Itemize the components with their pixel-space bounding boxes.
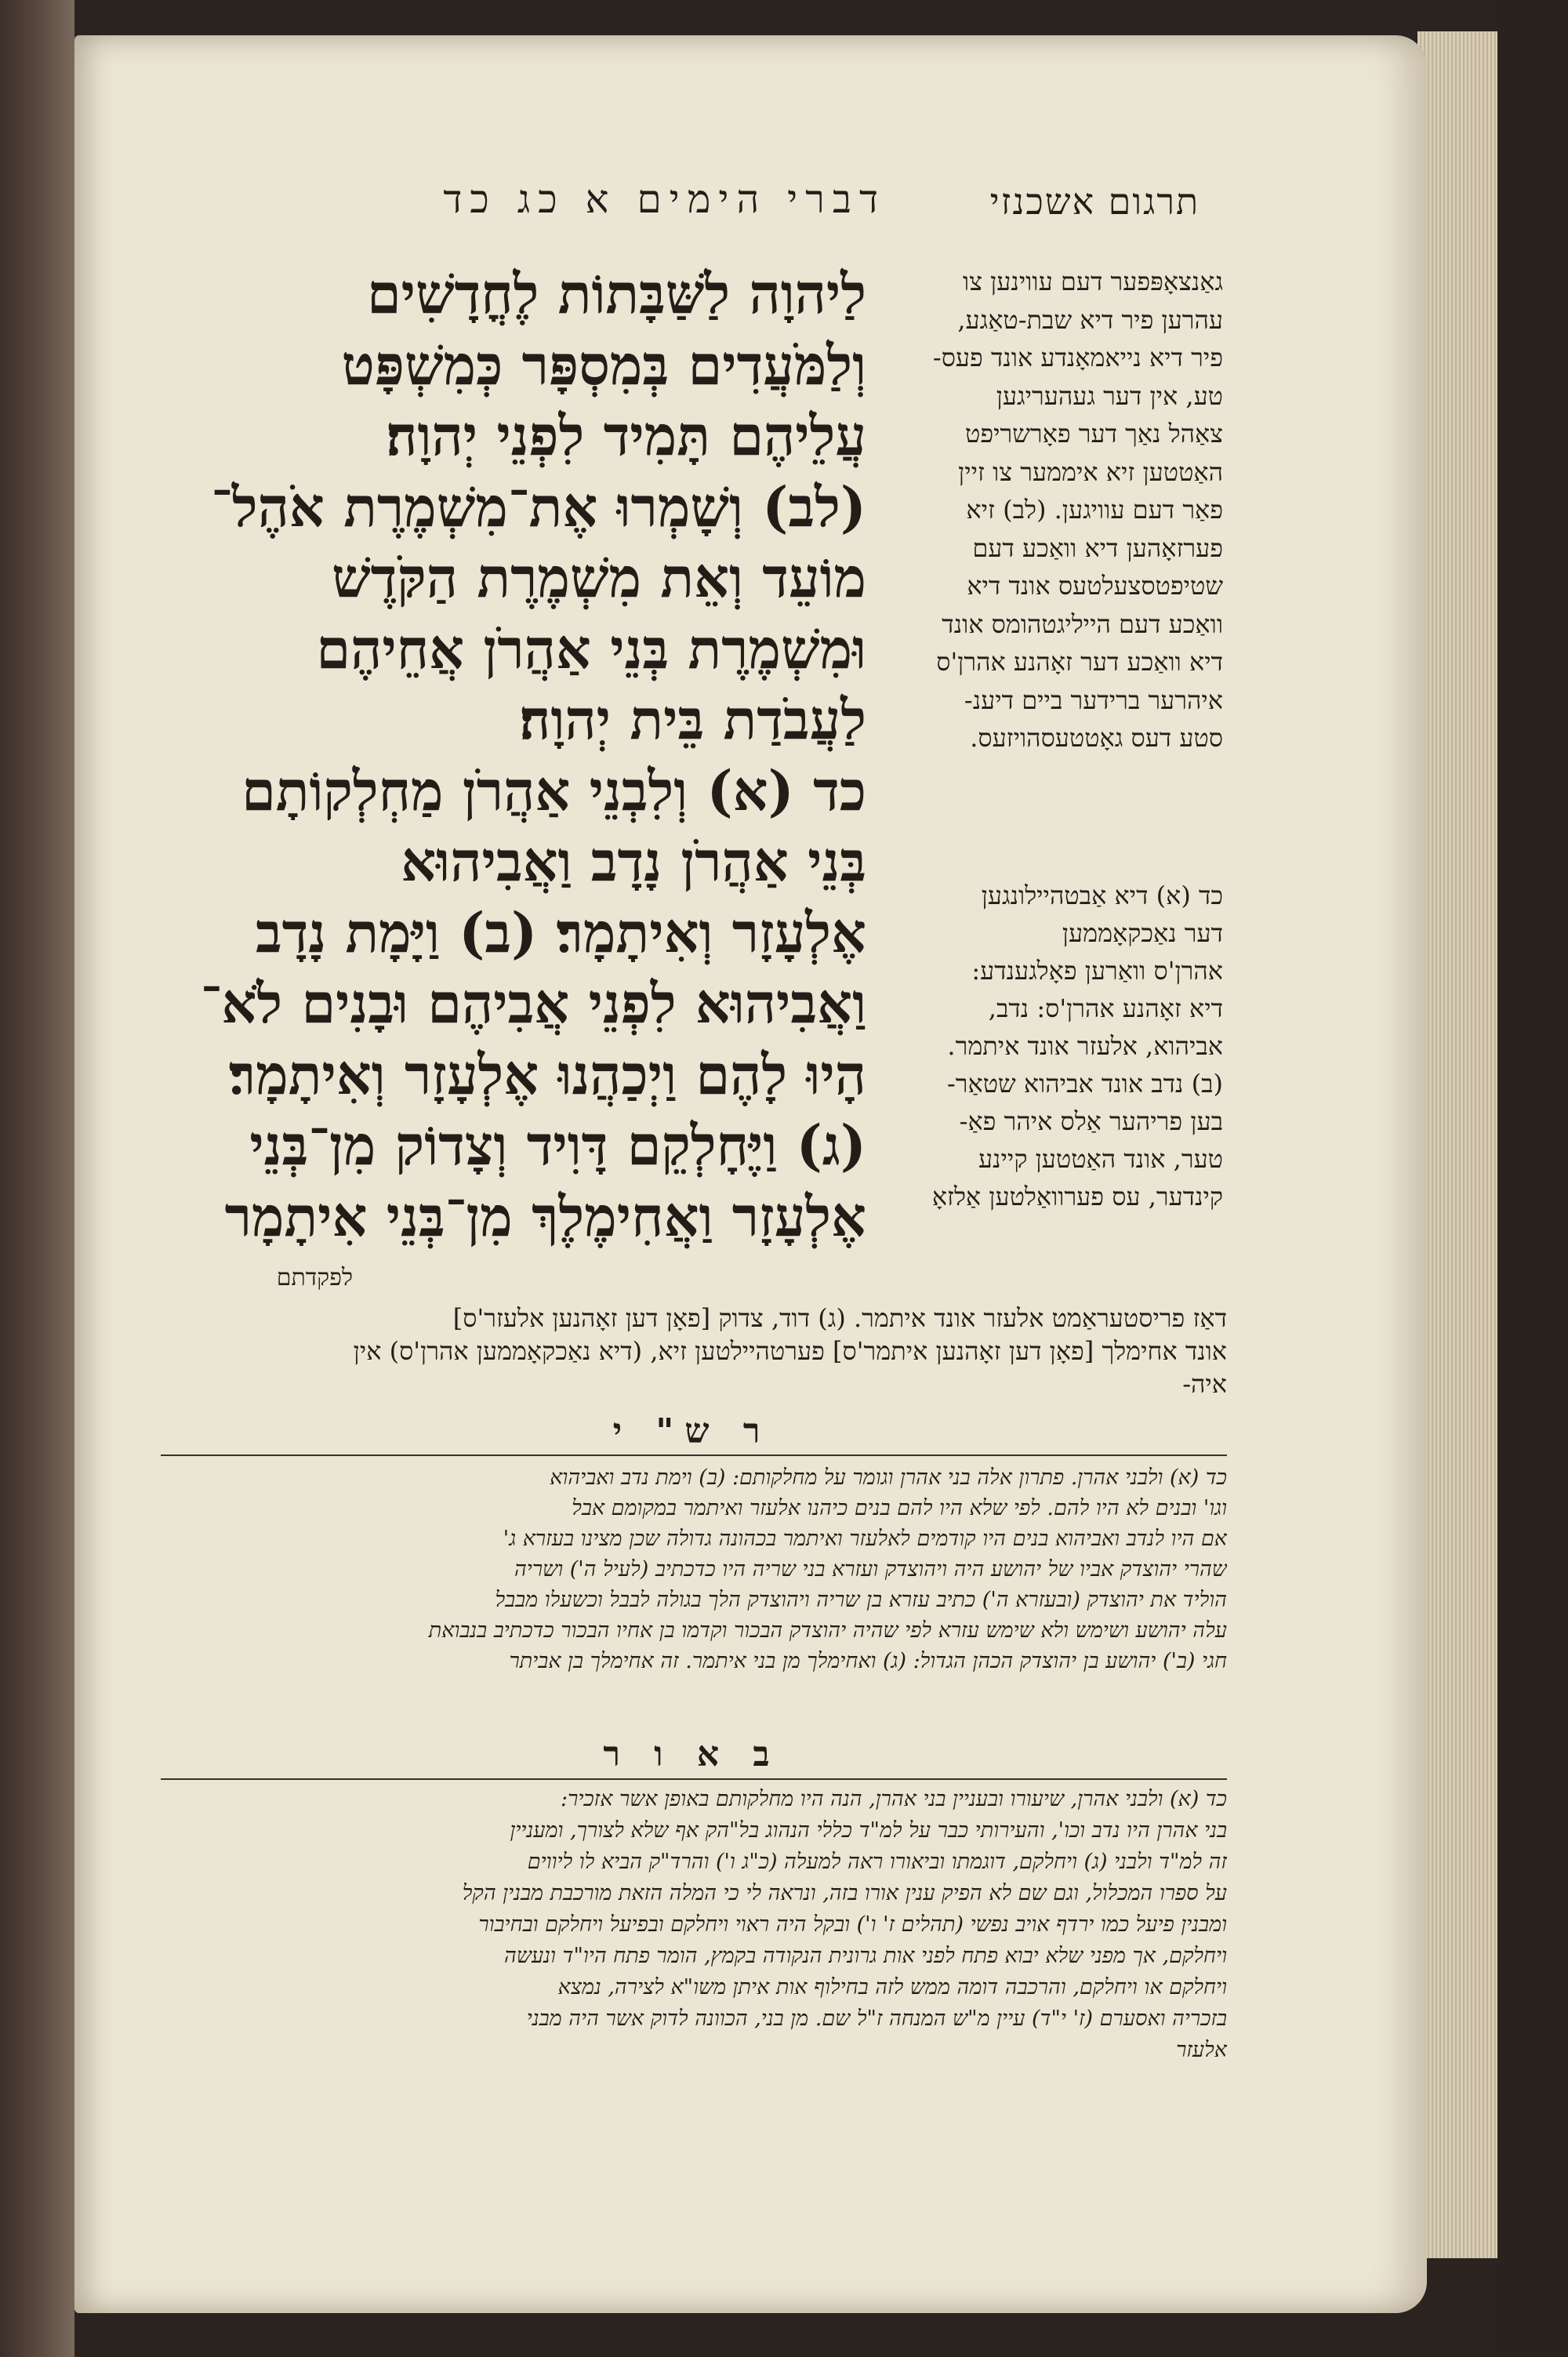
translation-line: סטע דעס גאָטטעסהויזעס. (970, 723, 1223, 753)
bible-line: וּמִשְׁמֶרֶת בְּנֵי אַהֲרֹן אֲחֵיהֶם (316, 616, 866, 681)
biur-line: ומבנין פיעל כמו ירדף אויב נפשי (תהלים ז' ו') ובקל היה ראוי ויחלקם ובפיעל ויחלקם ובחיבור (478, 1912, 1227, 1937)
translation-line: אונד אחימלך [פאָן דען זאָהנען איתמר'ס] פערטהיילטען זיא, (דיא נאַכקאָממען אהרן'ס) אין (353, 1336, 1227, 1366)
catchword-note: לפקדתם (276, 1264, 353, 1291)
translation-column-upper (878, 263, 1223, 757)
rashi-line: כד (א) ולבני אהרן. פתרון אלה בני אהרן וגומר על מחלקותם: (ב) וימת נדב ואביהוא (550, 1465, 1227, 1490)
header-book-title: דברי הימים א כג כד (443, 176, 886, 222)
bible-text-column (153, 259, 866, 1252)
translation-line: צאַהל נאַך דער פאָרשריפט (965, 419, 1223, 449)
bible-line: (לב) וְשָׁמְרוּ אֶת־מִשְׁמֶרֶת אֹהֶל־ (211, 474, 866, 539)
translation-line: האַטטען זיא איממער צו זיין (958, 456, 1223, 487)
translation-line: פיר דיא נייאמאָנדע אונד פעס- (932, 343, 1223, 372)
translation-line: שטיפטסצעלטעס אונד דיא (967, 571, 1223, 601)
bible-line: לַיהוָה לַשַּׁבָּתוֹת לֶחֳדָשִׁים (366, 261, 866, 326)
translation-line: אהרן'ס וואַרען פאָלגענדע: (971, 956, 1223, 986)
rashi-title: ר ש" י (612, 1411, 771, 1451)
translation-line: איהרער ברידער ביים דיענ- (964, 685, 1223, 715)
bible-line: כד (א) וְלִבְנֵי אַהֲרֹן מַחְלְקוֹתָם (241, 757, 866, 823)
biur-line: ויחלקם, אך מפני שלא יבוא פתח לפני אות גרונית הנקודה בקמץ, הומר פתח היו"ד ונעשה (504, 1944, 1227, 1968)
bible-line: וַאֲבִיהוּא לִפְנֵי אֲבִיהֶם וּבָנִים לֹא־ (200, 971, 866, 1036)
bible-line: בְּנֵי אַהֲרֹן נָדָב וַאֲבִיהוּא (401, 829, 866, 894)
bible-line: עֲלֵיהֶם תָּמִיד לִפְנֵי יְהוָה׃ (386, 403, 866, 468)
translation-line: דער נאַכקאָממען (1062, 918, 1223, 948)
background-right (1497, 0, 1568, 2357)
biur-line: אלעזר (1176, 2038, 1227, 2062)
rashi-line: חגי (ב') יהושע בן יהוצדק הכהן הגדול: (ג) ואחימלך מן בני איתמר. זה אחימלך בן אביתר (509, 1649, 1227, 1673)
bible-line: אֶלְעָזָר וְאִיתָמָר׃ (ב) וַיָּמָת נָדָב (255, 899, 866, 965)
translation-line: וואַכע דעם הייליגטהומס אונד (942, 608, 1223, 639)
rashi-line: עלה יהושע ושימש ולא שימש עזרא לפי שהיה יהוצדק הבכור וקדמו בן אחיו הבכור כדכתיב בנבואת (428, 1618, 1227, 1643)
translation-line: קינדער, עס פערוואַלטען אַלזאָ (931, 1182, 1223, 1211)
divider (161, 1778, 1227, 1780)
translation-line: אביהוא, אלעזר אונד איתמר. (947, 1031, 1223, 1061)
biur-line: זה למ"ד ולבני (ג) ויחלקם, דוגמתו וביאורו ראה למעלה (כ"ג ו') והרד"ק הביא לו ליווים (527, 1850, 1227, 1874)
translation-column-lower (878, 877, 1223, 1215)
translation-line: פערזאָהען דיא וואַכע דעם (972, 532, 1223, 563)
translation-line: טע, אין דער געהעריגען (996, 380, 1223, 411)
rashi-line: הוליד את יהוצדק (ובעזרא ה') כתיב עזרא בן שריה ויהוצדק הלך בגולה לבבל וכשעלו מבבל (495, 1588, 1227, 1612)
rashi-line: וגו' ובנים לא היו להם. לפי שלא היו להם בנים כיהנו אלעזר ואיתמר במקומם אבל (572, 1496, 1227, 1520)
translation-line: פאַר דעם עוויגען. (לב) זיא (966, 495, 1223, 525)
translation-line: עהרען פיר דיא שבת-טאַגע, (957, 304, 1223, 335)
biur-line: בני אהרן היו נדב וכו', והעירותי כבר על למ"ד כללי הנהוג בל"הק אף שלא לצורך, ומעניין (510, 1818, 1227, 1843)
divider (161, 1455, 1227, 1456)
translation-line: דאַז פריסטעראַמט אלעזר אונד איתמר. (ג) דוד, צדוק [פאָן דען זאָהנען אלעזר'ס] (452, 1303, 1227, 1333)
left-book-edge (0, 0, 74, 2357)
bible-line: מוֹעֵד וְאֵת מִשְׁמֶרֶת הַקֹּדֶשׁ (332, 545, 866, 610)
translation-line: בען פריהער אַלס איהר פאַ- (959, 1106, 1223, 1136)
translation-line: דיא זאָהנע אהרן'ס: נדב, (988, 993, 1223, 1023)
translation-line: טער, אונד האַטטען קיינע (978, 1144, 1223, 1174)
bible-line: (ג) וַיֶּחָלְקֵם דָּוִיד וְצָדוֹק מִן־בְּנֵי (249, 1113, 866, 1178)
biur-line: בזכריה ואסערם (ז' י"ד) עיין מ"ש המנחה ז"ל שם. מן בני, הכוונה לדוק אשר היה מבני (526, 2007, 1227, 2031)
rashi-line: שהרי יהוצדק אביו של יהושע היה ויהוצדק ועזרא בני שריה היו כדכתיב (לעיל ה') ושריה (514, 1557, 1227, 1582)
biur-line: על ספרו המכלול, וגם שם לא הפיק ענין אורו בזה, ונראה לי כי המלה הזאת מורכבת מבנין הקל (462, 1881, 1227, 1905)
bible-line: הָיוּ לָהֶם וַיְכַהֲנוּ אֶלְעָזָר וְאִיתָמָר׃ (228, 1041, 866, 1107)
bible-line: לַעֲבֹדַת בֵּית יְהוָה׃ (519, 687, 866, 752)
translation-line: דיא וואַכע דער זאָהנע אהרן'ס (936, 647, 1223, 677)
translation-line: גאַנצאָפּפער דעם עווינען צו (963, 267, 1223, 296)
translation-full-width (157, 1302, 1227, 1400)
biur-line: כד (א) ולבני אהרן, שיעורו ובעניין בני אהרן, הנה היו מחלקותם באופן אשר אזכיר: (561, 1787, 1227, 1811)
biur-commentary (153, 1784, 1227, 2066)
rashi-line: אם היו לנדב ואביהוא בנים היו קודמים לאלעזר ואיתמר בכהונה גדולה שכן מצינו בעזרא ג' (503, 1527, 1227, 1551)
translation-line: (ב) נדב אונד אביהוא שטאַר- (946, 1069, 1223, 1099)
header-translation-title: תרגום אשכנזי (989, 180, 1200, 223)
biur-line: ויחלקם או ויחלקם, והרכבה דומה ממש לזה בחילוף אות איתן משו"א לצירה, נמצא (557, 1975, 1227, 1999)
translation-line: איה- (1182, 1369, 1227, 1399)
bible-line: וְלַמֹּעֲדִים בְּמִסְפָּר כְּמִשְׁפָּט (341, 332, 866, 398)
translation-line: כד (א) דיא אַבטהיילונגען (981, 881, 1223, 910)
rashi-commentary (153, 1462, 1227, 1676)
bible-line: אֶלְעָזָר וַאֲחִימֶלֶךְ מִן־בְּנֵי אִיתָמָר (224, 1183, 866, 1249)
biur-title: ב א ו ר (603, 1734, 781, 1774)
